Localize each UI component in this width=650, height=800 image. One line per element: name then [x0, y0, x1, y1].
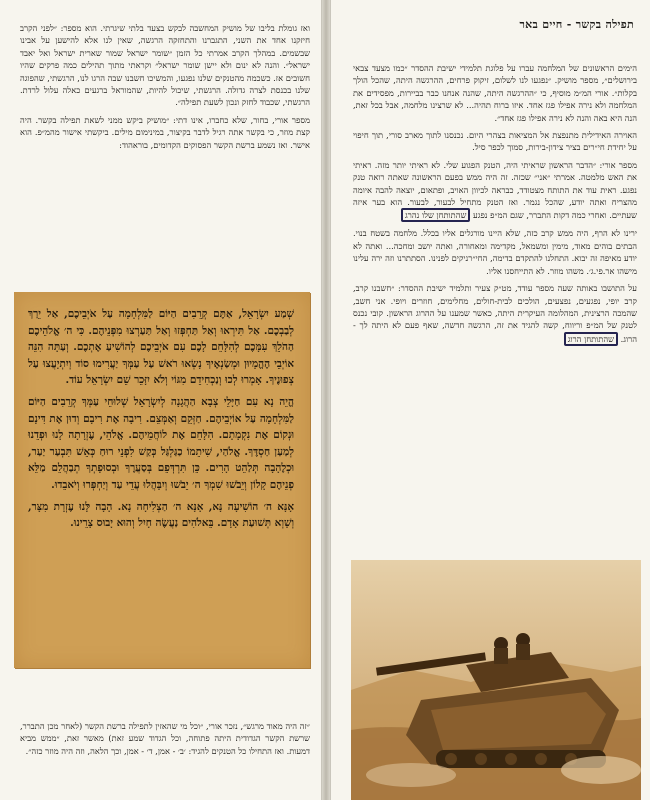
right-column-text — [353, 62, 637, 351]
highlight-mark: שהתותחן הרוג — [564, 332, 618, 346]
tank-photo-svg — [351, 560, 641, 800]
prayer-paragraph: אָנָּא ה׳ הוֹשִׁיעָה נָּא, אָנָּא ה׳ הַצְלִיחָה נָא. הָבָה לָּנוּ עֶזְרָת מִצָּר, וְשָׁוְא תְּשׁוּעַת אָדָם. בֵּאלֹהִים נַעֲשֶׂה חָיִל וְהוּא יָבוּס צָרֵינוּ. — [28, 500, 294, 530]
tank-photo — [351, 560, 641, 800]
paragraph — [353, 159, 637, 223]
left-bottom-text — [20, 720, 310, 762]
prayer-paragraph: הֱיֵה נָא עִם חַיָּלֵי צְבָא הַהֲגָנָה לְיִשְׂרָאֵל שְׁלוּחֵי עַמְּךָ קְרֵבִים הַיּוֹם לַמִּלְחָמָה עַל אוֹיְבֵיהֶם. חַזְּקֵם וְאַמְּצֵם. רִיבָה אֶת רִיבָם וְדוּן אֶת דִּינָם וּנְקוֹם אֶת נִקְמָתָם. הִלָּחֵם אֶת לוֹחֲמֵיהֶם. אֱלֹהֵי, עֶזְרָתָה לָנוּ וּפְדֵנוּ לְמַעַן חַסְדֶּךָ. אֱלֹהַי, שִׁיתֵמוֹ כַגַּלְגַּל כְּקַשׁ לִפְנֵי רוּחַ כְּאֵשׁ תִּבְעַר יַעַר, וּכְלֶהָבָה תְּלַהֵט הָרִים. כֵּן תִּרְדְּפֵם בְּסַעֲרֶךָ וּבְסוּפָתְךָ תְבַהֲלֵם מַלֵּא פְנֵיהֶם קָלוֹן וְיֵבֹשׁוּ שִׁמְךָ ה׳ יֵבֹשׁוּ וְיִבָּהֲלוּ עֲדֵי עַד וְיַחְפְּרוּ וְיֹאבֵדוּ. — [28, 395, 294, 491]
prayer-paragraph: שְׁמַע יִשְׂרָאֵל, אַתֶּם קְרֵבִים הַיּוֹם לַמִּלְחָמָה עַל אֹיְבֵיכֶם, אַל יֵרַךְ לְבַבְכֶם. אַל תִּירְאוּ וְאַל תַּחְפְּזוּ וְאַל תַּעַרְצוּ מִפְּנֵיהֶם. כִּי ה׳ אֱלֹהֵיכֶם הַהֹלֵךְ עִמָּכֶם לְהִלָּחֵם לָכֶם עִם אֹיְבֵיכֶם לְהוֹשִׁיעַ אֶתְכֶם. וְעַתָּה הִנֵּה אוֹיְבֵי הֶהֱמָיוּן וּמְשַׂנְאֶיךָ נָשְׂאוּ רֹאשׁ עַל עַמְּךָ יַעֲרִימוּ סוֹד וְיִתְיָעֲצוּ עַל צְפוּנֶיךָ. אָמְרוּ לְכוּ וְנַכְחִידֵם מִגּוֹי וְלֹא יִזָּכֵר שֵׁם יִשְׂרָאֵל עוֹד. — [28, 308, 294, 387]
left-top-text — [20, 22, 310, 156]
paragraph: מספר אורי, בחור, שלא כחברו, אינו דתי: ״מושיק ביקש ממני לשאת תפילה בקשר. היה קצת מוזר, כי בקשר אתה רגיל לדבר בקיצור, במינימום מילים. ביקשתי אישור מהמ״פ. הוא אישר. ואז נשמע ברשת הקשר הפסוקים הקדומים, בוראהוד: — [20, 114, 310, 150]
paragraph: ״זה היה מאוד מרגש״, נזכר אורי, ״וכל מי שהאזין לתפילה ברשת הקשר (לאחר מכן התברר, שרשת הקשר הגדודית היתה פתוחה, וכל הגדוד שמע זאת) מאשר זאת, ״ממש מביא דמעות. ואז התחילו כל הטנקים להגיד: ׳ב׳ - אמן, ד׳ - אמן, וכך הלאה, וזה היה מוזר כזה״. — [20, 721, 310, 756]
article-title: תפילה בקשר - חיים באר — [519, 18, 634, 31]
right-page — [330, 0, 650, 800]
paragraph: הימים הראשונים של המלחמה עברו על פלוגת תלמידי ישיבת ההסדר ״כמו מצעד צבאי בירושלים״, מספר מושיק. ״נפגעו לנו לשלום, זיקוק פרחים, ההרגשה היתה, שהכל הולך בקלות״. אורי המ״מ מוסיף, כי ״ההרגשה היתה, שהנה אנחנו כבר בביירות, מפסידים את המלחמה ולא נירה אפילו פגז אחד. איזו ברוח תהיה... לא שרצינו מלחמה, אבל בכל זאת, הנה היא באה והנה לא נירה אפילו פגז אחד״. — [353, 63, 637, 123]
paragraph: ואז גומלת בליבו של מושיק המחשבה לבקש בצעד בלתי שיגרתי. הוא מספר: ״לפני הקרב חיזקנו אחד את השני, התגברנו והתחזקה הרגשה, שאין לנו אלא להישען על אבינו שבשמים. במהלך הקרב אמרתי כל הזמן ״שומר ישראל שמור שארית ישראל ואל יאבד ישראל״. והנה לא ינום ולא יישן שומר ישראל״ וקראתי מתוך תהילים כמה פרקים שהיו חשובים אז. כשכמה מהטנקים שלנו נפגעו, והמשיכו חשבנו שבה הרגו לנו, הרגשתי, שהפוגה שלנו בכנסת לצרה גדולה. הרגשתי, שיכול להיות, שהמוראל ברגעים כאלה עלול לרדת. הרגשתי, שכבוד לחזק ונכון לשעת תפילה״. — [20, 23, 310, 108]
highlight-mark: שהתותחן שלו נהרג — [401, 208, 470, 222]
paragraph: האוירה האידילית מתנפצת אל המציאות בצהרי היום. נכנסנו לתוך מארב סורי, תוך חיפוי על יחידת חי״רים בציר צידון-בירות, סמוך לכפר סיל. — [353, 130, 637, 153]
paragraph-text: על התושבו באותה שעה מספר עודד, מט״ק צעיר ותלמיד ישיבת ההסדר: ״חשבנו קרב, קרב יופי, נפגעים, נפצעים, הולכים לבית-חולים, מחלימים, חוזרים ויופי. אני חשב, שהמכה הרצינית, המהלומה העיקרית היתה, כאשר שמענו על ההרוג הראשון. קובי נכנס לטנק של המ״פ וריווח, קשה להגיד את זה, הרגשה חדשה, שאף פעם לא היתה לך - הרוג. — [353, 283, 637, 344]
paragraph-text: מספר אורי: ״הדבר הראשון שראיתי היה, הטנק הפגוע שלי. לא ראיתי יותר מזה. ראיתי את האש מלמטה. אמרתי ״אני״ שכזה. זה היה ממש בפעם הראשונה שאתה רואה טנק נפגע. ראית עוד את התותח מצטודד, כבראה לכיוון האויב, ופתאום, יוצאה להבה איומה מהצריח ואתה יודע, שהכל נגמר. ואז הטנק מתחיל לבעור, לבעור. הוא בער איזה שעתיים. ואחרי כמה דקות התברר, שגם המ״פ נפגע — [353, 159, 637, 221]
paragraph — [353, 282, 637, 346]
paragraph: ירינו לא הרף, היה ממש קרב כזה, שלא היינו מורגלים אליו בכלל. מלחמה בשטח בנוי. הבתים בוהים מאוד, מימין ומשמאל, מקדימה ומאחורה, ואתה יושב ומחכה... ואתה לא יודע מאיפה זה יבוא. התחלנו להתקדם בדימה, החי״רניקים לפנינו. הסתתרנו וזה ירה עלינו מישהו אר.פי.ג׳. משהו מוזר. לא התייחסנו אליו. — [353, 228, 637, 276]
book-spine — [322, 0, 330, 800]
prayer-clipping — [14, 292, 310, 668]
left-page — [0, 0, 322, 800]
